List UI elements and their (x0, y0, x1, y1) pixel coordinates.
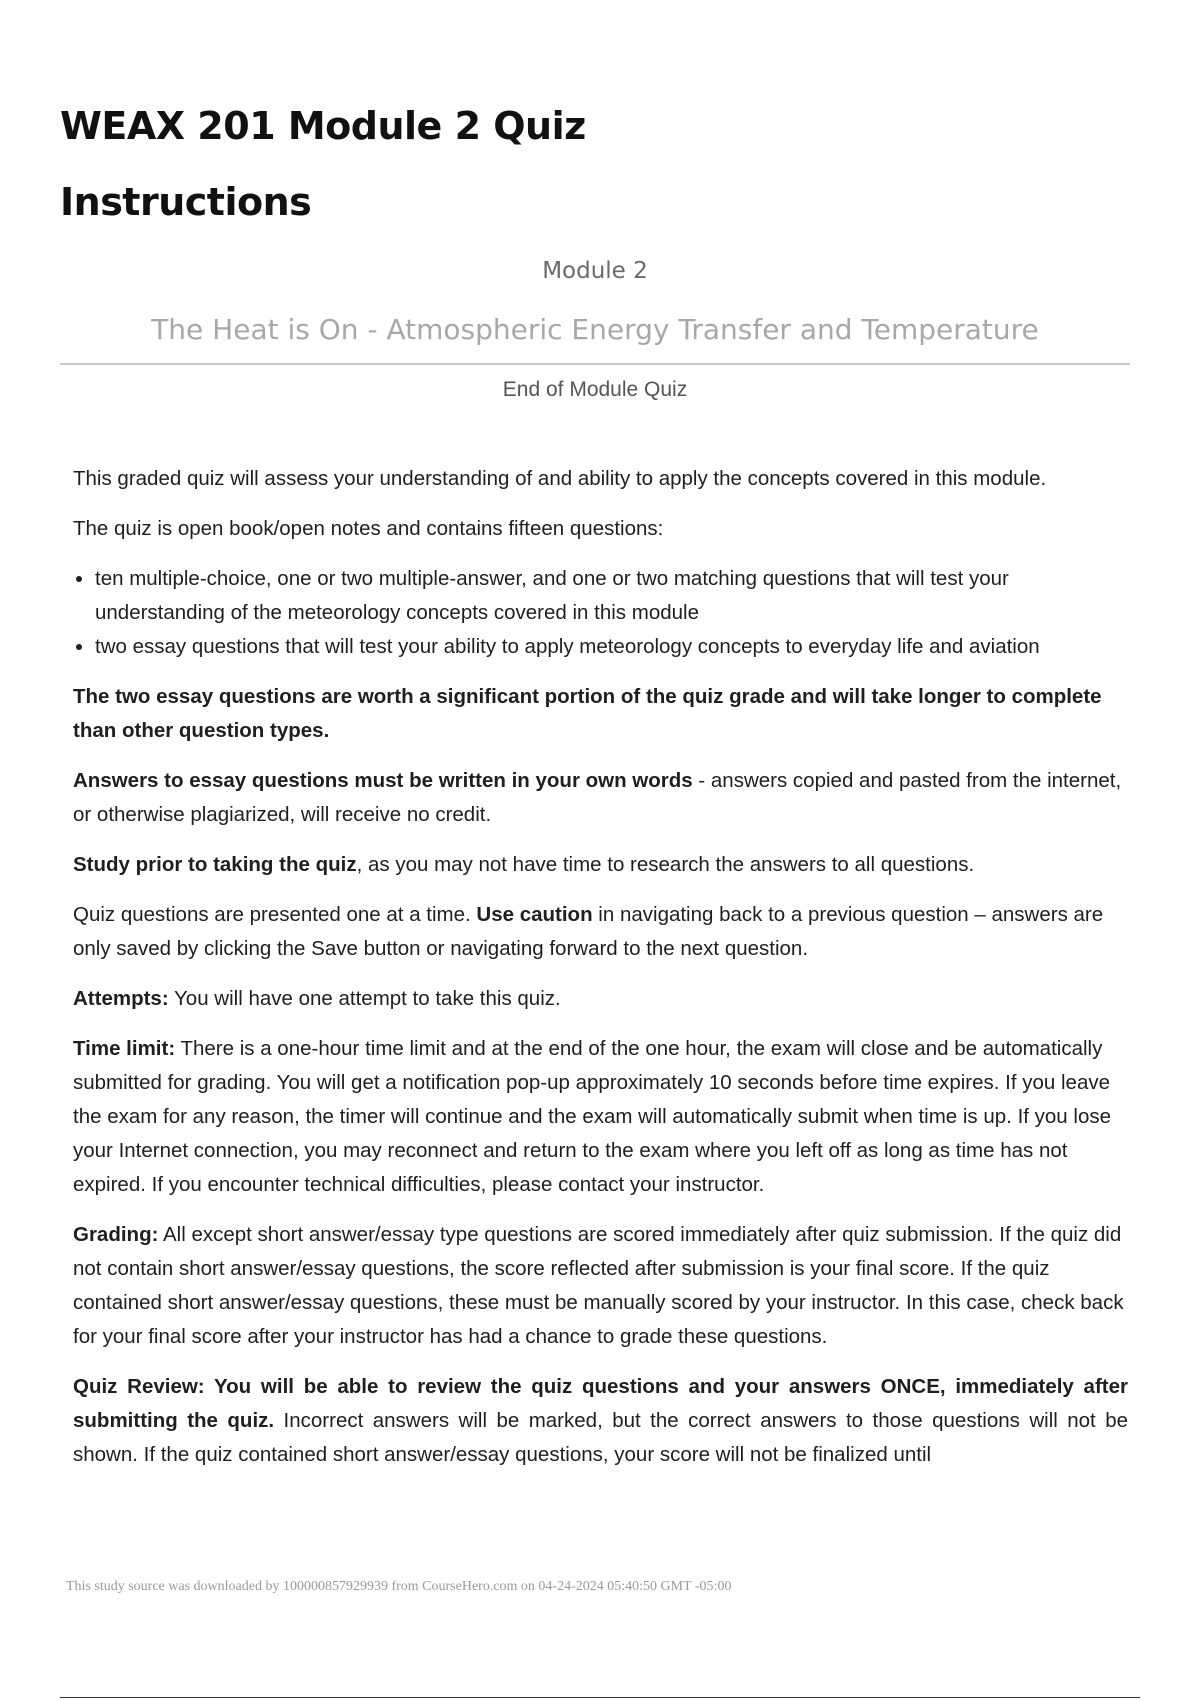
module-subtitle: The Heat is On - Atmospheric Energy Transfer and Temperature (151, 313, 1039, 346)
quiz-review-text: Incorrect answers will be marked, but the correct answers to those questions will not be shown. If the quiz contained short answer/essay questions, your score will not be finalized until (73, 1409, 1129, 1466)
caution-pre-text: Quiz questions are presented one at a time. (73, 903, 477, 926)
attempts-label: Attempts: (73, 987, 169, 1010)
document-title-line2: Instructions (60, 180, 312, 224)
document-title: WEAX 201 Module 2 Quiz (60, 104, 586, 148)
quiz-review-label: Quiz Review: You will be able to review the quiz questions and your answers ONCE, immediately after submitting the quiz. (73, 1375, 1128, 1432)
intro-paragraph: This graded quiz will assess your understanding of and ability to apply the concepts covered in this module. (73, 467, 1047, 490)
open-book-paragraph: The quiz is open book/open notes and contains fifteen questions: (73, 517, 664, 540)
study-paragraph (73, 848, 1128, 882)
attempts-text: You will have one attempt to take this quiz. (168, 987, 561, 1010)
question-types-list (73, 562, 1128, 664)
essay-weight-paragraph: The two essay questions are worth a significant portion of the quiz grade and will take longer to complete than other question types. (73, 685, 1102, 742)
caution-emphasis: Use caution (476, 903, 593, 926)
quiz-review-paragraph (73, 1370, 1128, 1472)
time-limit-label: Time limit: (73, 1037, 176, 1060)
list-item: • ten multiple-choice, one or two multiple-answer, and one or two matching questions that will test your understanding of the meteorology concepts covered in this module (95, 562, 1128, 630)
time-limit-paragraph (73, 1032, 1128, 1202)
grading-text: All except short answer/essay type questions are scored immediately after quiz submission. If the quiz did not contain short answer/essay questions, the score reflected after submission is your final score. If the quiz contained short answer/essay questions, these must be manually scored by your instructor. In this case, check back for your final score after your instructor has had a chance to grade these questions. (73, 1223, 1124, 1348)
header-divider (60, 363, 1130, 365)
caution-paragraph (73, 898, 1128, 966)
own-words-emphasis: Answers to essay questions must be written in your own words (73, 769, 693, 792)
study-text: , as you may not have time to research the answers to all questions. (356, 853, 975, 876)
list-item: • two essay questions that will test your ability to apply meteorology concepts to everyday life and aviation (95, 630, 1128, 664)
footer-divider (60, 1697, 1140, 1698)
download-watermark: This study source was downloaded by 100000857929939 from CourseHero.com on 04-24-2024 05:40:50 GMT -05:00 (66, 1579, 732, 1594)
caution-text: in navigating back to a previous question – answers are only saved by clicking the Save button or navigating forward to the next question. (73, 903, 1104, 960)
time-limit-text: There is a one-hour time limit and at the end of the one hour, the exam will close and be automatically submitted for grading. You will get a notification pop-up approximately 10 seconds before time expires. If you leave the exam for any reason, the timer will continue and the exam will automatically submit when time is up. If you lose your Internet connection, you may reconnect and return to the exam where you left off as long as time has not expired. If you encounter technical difficulties, please contact your instructor. (73, 1037, 1112, 1196)
attempts-paragraph (73, 982, 1128, 1016)
section-label: End of Module Quiz (502, 378, 688, 401)
grading-label: Grading: (73, 1223, 159, 1246)
instructions-body (73, 462, 1128, 1488)
study-emphasis: Study prior to taking the quiz (73, 853, 357, 876)
module-label: Module 2 (542, 258, 648, 284)
own-words-paragraph (73, 764, 1128, 832)
own-words-text: - answers copied and pasted from the internet, or otherwise plagiarized, will receive no credit. (73, 769, 1122, 826)
grading-paragraph (73, 1218, 1128, 1354)
